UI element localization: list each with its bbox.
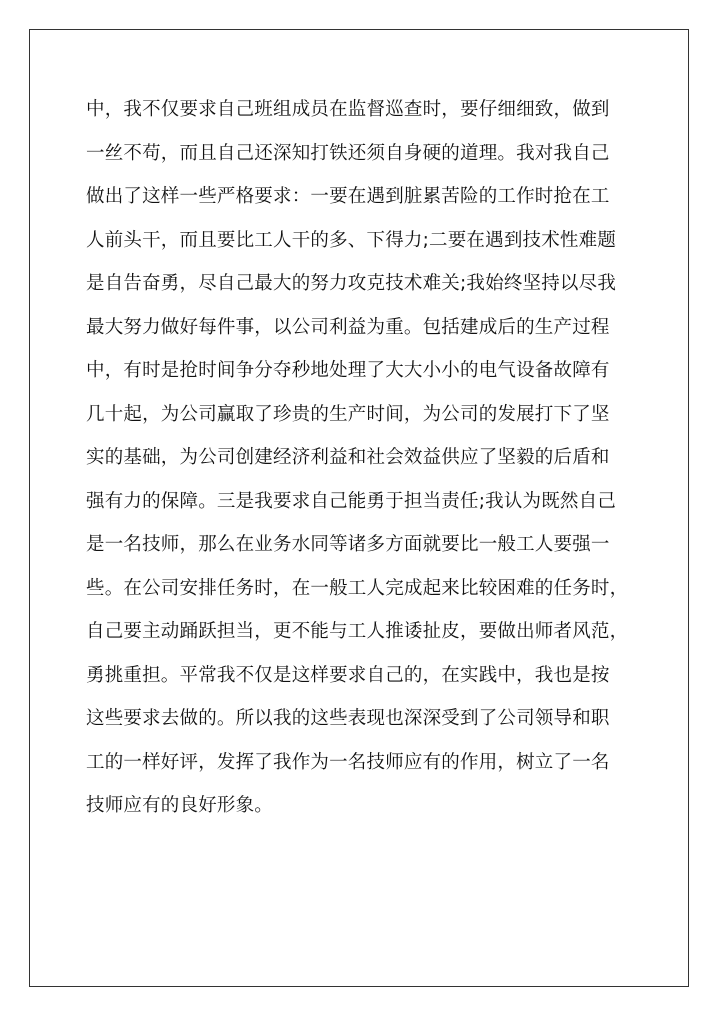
text-line: 是自告奋勇，尽自己最大的努力攻克技术难关;我始终坚持以尽我 [86, 273, 617, 294]
text-line: 中，有时是抢时间争分夺秒地处理了大大小小的电气设备故障有 [86, 360, 610, 381]
text-line: 工的一样好评，发挥了我作为一名技师应有的作用，树立了一名 [86, 751, 610, 773]
text-line: 强有力的保障。三是我要求自己能勇于担当责任;我认为既然自己 [86, 490, 617, 512]
text-line: 自己要主动踊跃担当，更不能与工人推诿扯皮，要做出师者风范， [86, 621, 629, 642]
text-line: 一丝不苟，而且自己还深知打铁还须自身硬的道理。我对我自己 [86, 142, 610, 164]
text-line: 最大努力做好每件事，以公司利益为重。包括建成后的生产过程 [86, 316, 610, 338]
text-line: 这些要求去做的。所以我的这些表现也深深受到了公司领导和职 [86, 708, 610, 729]
text-line: 人前头干，而且要比工人干的多、下得力;二要在遇到技术性难题 [86, 229, 617, 251]
text-line: 是一名技师，那么在业务水同等诸多方面就要比一般工人要强一 [86, 534, 610, 555]
text-line: 勇挑重担。平常我不仅是这样要求自己的，在实践中，我也是按 [86, 664, 610, 686]
document-body [86, 88, 646, 828]
text-line: 中，我不仅要求自己班组成员在监督巡查时，要仔细细致，做到 [86, 99, 610, 120]
text-line: 做出了这样一些严格要求：一要在遇到脏累苦险的工作时抢在工 [86, 186, 610, 207]
text-line: 几十起，为公司赢取了珍贵的生产时间，为公司的发展打下了坚 [86, 403, 610, 425]
text-line: 技师应有的良好形象。 [86, 795, 274, 816]
text-line: 些。在公司安排任务时，在一般工人完成起来比较困难的任务时， [86, 577, 629, 599]
text-line: 实的基础，为公司创建经济利益和社会效益供应了坚毅的后盾和 [86, 447, 610, 468]
